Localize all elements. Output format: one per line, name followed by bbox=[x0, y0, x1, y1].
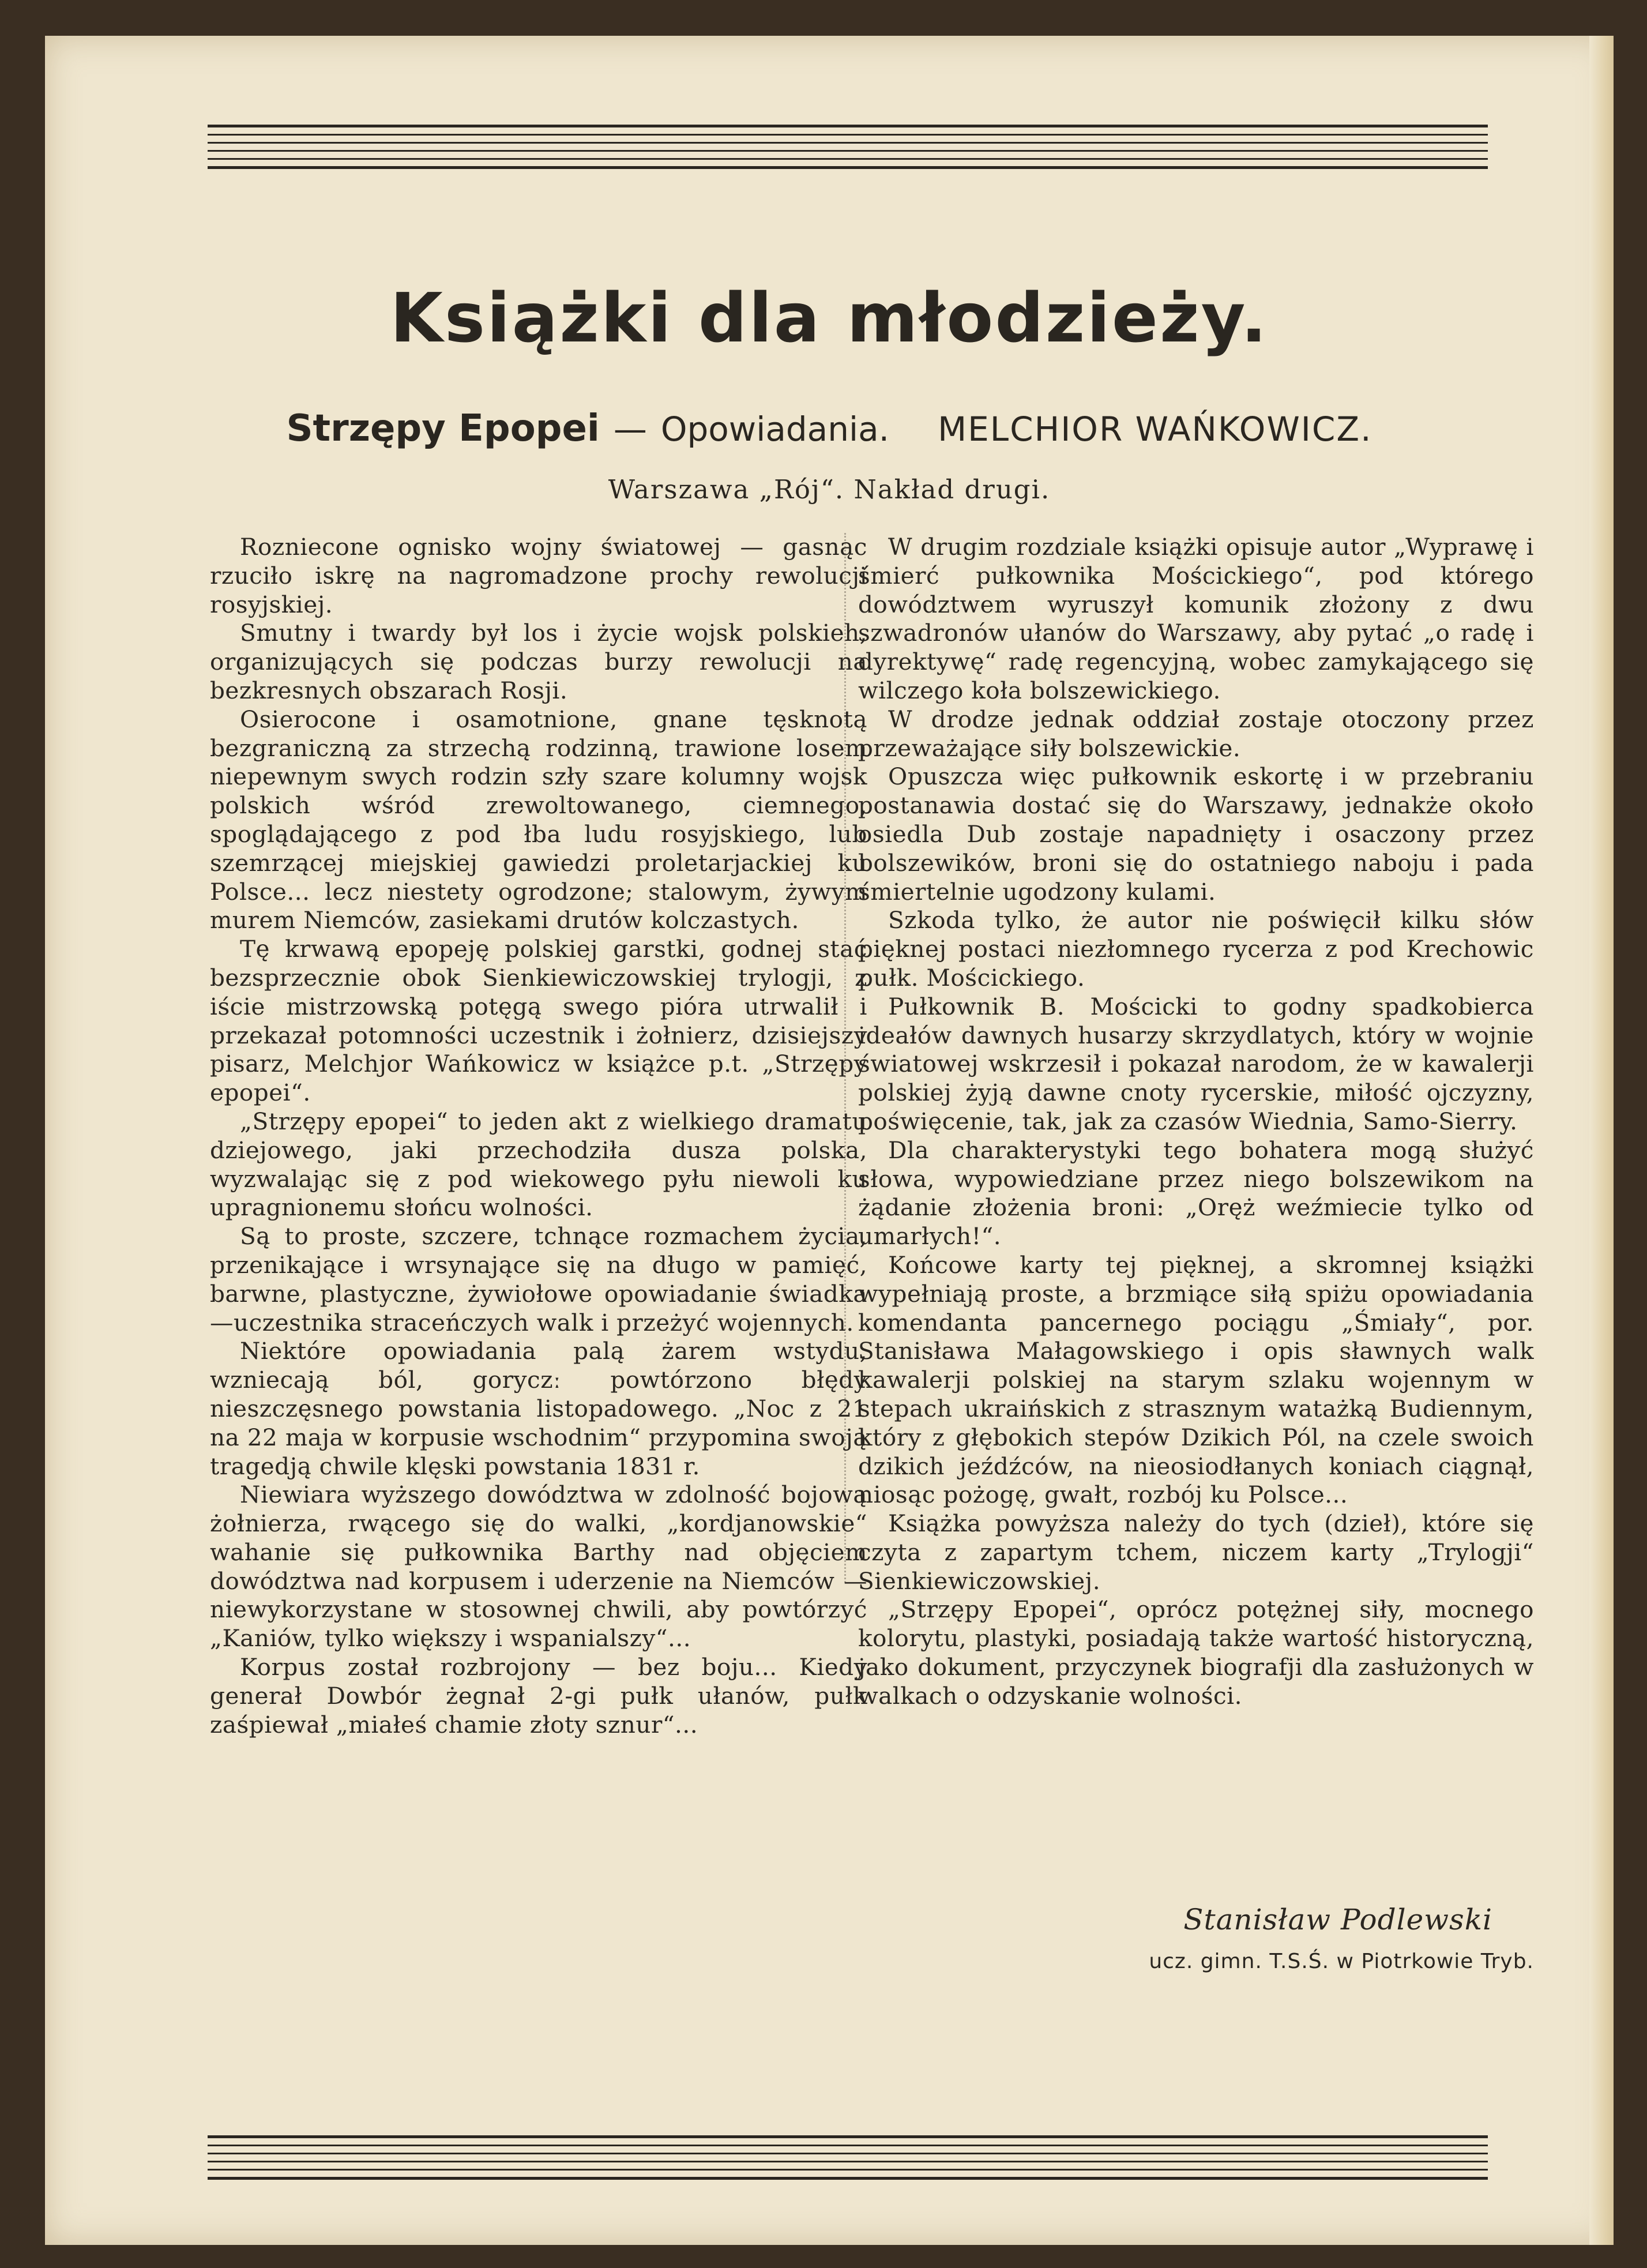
paragraph: Niektóre opowiadania palą żarem wstydu, wzniecają ból, goryczː powtórzono błędy nieszczęsnego powstania listopadowego. „Noc z 21 na 22 maja w korpusie wschodnim“ przypomina swoją tragedją chwile klęski powstania 1831 r. bbox=[210, 1337, 867, 1480]
paragraph: Opuszcza więc pułkownik eskortę i w przebraniu postanawia dostać się do Warszawy, jednakże około osiedla Dub zostaje napadnięty i osaczony przez bolszewików, broni się do ostatniego naboju i pada śmiertelnie ugodzony kulami. bbox=[858, 763, 1534, 906]
book-genre: Opowiadania. bbox=[660, 410, 890, 449]
paragraph: Smutny i twardy był los i życie wojsk polskieh, organizujących się podczas burzy rewolucji na bezkresnych obszarach Rosji. bbox=[210, 619, 867, 704]
paragraph: Pułkownik B. Mościcki to godny spadkobierca ideałów dawnych husarzy skrzydlatych, który w wojnie światowej wskrzesił i pokazał narodom, że w kawalerji polskiej żyją dawne cnoty rycerskie, miłość ojczyzny, poświęcenie, tak, jak za czasów Wiednia, Samo-Sierry. bbox=[858, 992, 1534, 1135]
paragraph: Niewiara wyższego dowództwa w zdolność bojową żołnierza, rwącego się do walki, „kordjanowskie“ wahanie się pułkownika Barthy nad objęciem dowództwa nad korpusem i uderzenie na Niemców — niewykorzystane w stosownej chwili, aby powtórzyć „Kaniów, tylko większy i wspanialszy“... bbox=[210, 1481, 867, 1653]
paragraph: Osierocone i osamotnione, gnane tęsknotą bezgraniczną za strzechą rodzinną, trawione losem niepewnym swych rodzin szły szare kolumny wojsk polskich wśród zrewoltowanego, ciemnego, spoglądającego z pod łba ludu rosyjskiego, lub szemrzącej miejskiej gawiedzi proletarjackiej ku Polsce... lecz niestety ogrodzone; stalowym, żywym murem Niemców, zasiekami drutów kolczastych. bbox=[210, 705, 867, 934]
author-signature: Stanisław Podlewski bbox=[1183, 1903, 1492, 1936]
document-page bbox=[45, 36, 1614, 2245]
column-divider bbox=[844, 533, 846, 1583]
paragraph: Rozniecone ognisko wojny światowej — gasnąc rzuciło iskrę na nagromadzone prochy rewolucji rosyjskiej. bbox=[210, 533, 867, 618]
paragraph: Tę krwawą epopeję polskiej garstki, godnej stać bezsprzecznie obok Sienkiewiczowskiej trylogji, z iście mistrzowską potęgą swego pióra utrwalił i przekazał potomności uczestnik i żołnierz, dzisiejszy pisarz, Melchjor Wańkowicz w książce p.t. „Strzępy epopei“. bbox=[210, 935, 867, 1107]
left-column bbox=[210, 533, 867, 1739]
author-affiliation: ucz. gimn. T.S.Ś. w Piotrkowie Tryb. bbox=[1149, 1950, 1534, 1973]
review-subtitle bbox=[45, 407, 1614, 450]
publication-info: Warszawa „Rój“. Nakład drugi. bbox=[608, 474, 1051, 505]
paragraph: W drodze jednak oddział zostaje otoczony przez przeważające siły bolszewickie. bbox=[858, 705, 1534, 762]
decorative-rule-top bbox=[208, 125, 1488, 175]
decorative-rule-bottom bbox=[208, 2135, 1488, 2186]
paragraph: Korpus został rozbrojony — bez boju... Kiedy generał Dowbór żegnał 2-gi pułk ułanów, pułk zaśpiewał „miałeś chamie złoty sznur“... bbox=[210, 1653, 867, 1738]
paragraph: Książka powyższa należy do tych (dzieł), które się czyta z zapartym tchem, niczem karty „Trylogji“ Sienkiewiczowskiej. bbox=[858, 1510, 1534, 1595]
paragraph: „Strzępy epopei“ to jeden akt z wielkiego dramatu dziejowego, jaki przechodziła dusza polska, wyzwalając się z pod wiekowego pyłu niewoli ku upragnionemu słońcu wolności. bbox=[210, 1107, 867, 1222]
paragraph: Szkoda tylko, że autor nie poświęcił kilku słów pięknej postaci niezłomnego rycerza z pod Krechowic pułk. Mościckiego. bbox=[858, 906, 1534, 992]
page-title: Książki dla młodzieży. bbox=[390, 278, 1269, 358]
right-column bbox=[858, 533, 1534, 1711]
paragraph: Są to proste, szczere, tchnące rozmachem życia, przenikające i wrsynające się na długo w pamięć, barwne, plastyczne, żywiołowe opowiadanie świadka—uczestnika straceńczych walk i przeżyć wojennych. bbox=[210, 1222, 867, 1336]
paragraph: Dla charakterystyki tego bohatera mogą służyć słowa, wypowiedziane przez niego bolszewikom na żądanie złożenia broni: „Oręż weźmiecie tylko od umarłych!“. bbox=[858, 1136, 1534, 1251]
paragraph: Końcowe karty tej pięknej, a skromnej książki wypełniają proste, a brzmiące siłą spiżu opowiadania komendanta pancernego pociągu „Śmiały“, por. Stanisława Małagowskiego i opis sławnych walk kawalerji polskiej na starym szlaku wojennym w stepach ukraińskich z strasznym watażką Budiennym, który z głębokich stepów Dzikich Pól, na czele swoich dzikich jeźdźców, na nieosiodłanych koniach ciągnął, niosąc pożogę, gwałt, rozbój ku Polsce... bbox=[858, 1251, 1534, 1509]
book-title: Strzępy Epopei bbox=[286, 407, 600, 450]
page-edge bbox=[1589, 36, 1614, 2245]
book-author: MELCHIOR WAŃKOWICZ. bbox=[938, 410, 1372, 449]
paragraph: „Strzępy Epopei“, oprócz potężnej siły, mocnego kolorytu, plastyki, posiadają także wartość historyczną, jako dokument, przyczynek biografji dla zasłużonych w walkach o odzyskanie wolności. bbox=[858, 1595, 1534, 1710]
subtitle-dash: — bbox=[613, 410, 647, 449]
paragraph: W drugim rozdziale książki opisuje autor „Wyprawę i śmierć pułkownika Mościckiego“, pod którego dowództwem wyruszył komunik złożony z dwu szwadronów ułanów do Warszawy, aby pytać „o radę i dyrektywę“ radę regencyjną, wobec zamykającego się wilczego koła bolszewickiego. bbox=[858, 533, 1534, 704]
